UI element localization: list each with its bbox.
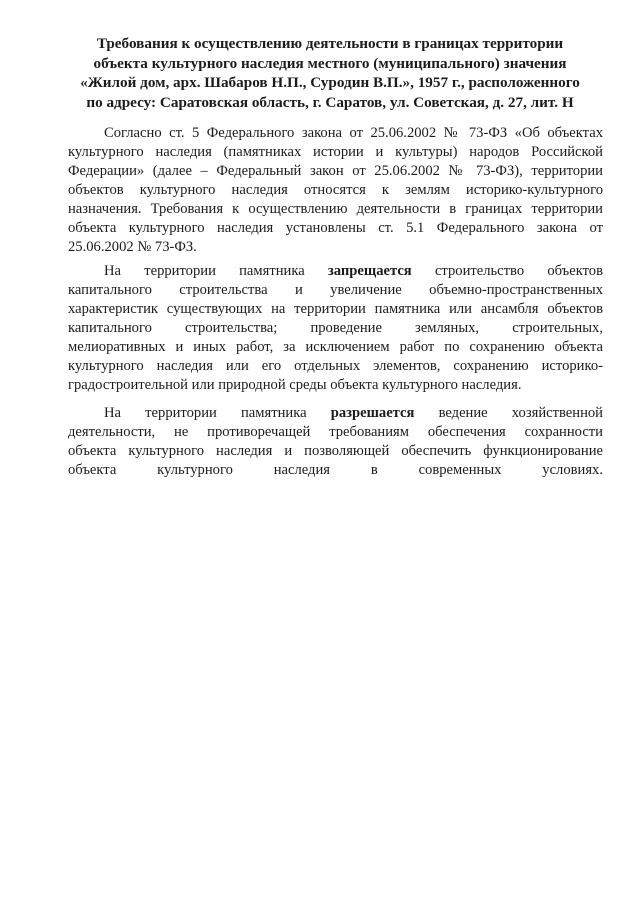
- paragraph-lead-rest: строительство объектов: [434, 263, 603, 279]
- paragraph-line: культурного наследия (памятниках истории и культуры) народов Российской: [68, 144, 603, 160]
- document-title: [60, 34, 600, 112]
- paragraph-line: капитального строительства и увеличение объемно-пространственных: [68, 282, 603, 298]
- title-line: объекта культурного наследия местного (муниципального) значения: [93, 54, 567, 72]
- title-line: Требования к осуществлению деятельности в границах территории: [96, 35, 564, 52]
- paragraph-line: объектов культурного наследия относятся к землям историко-культурного: [68, 182, 603, 198]
- permitted-emphasis: разрешается: [330, 405, 415, 421]
- paragraph-line: деятельности, не противоречащей требованиям обеспечения сохранности: [68, 424, 603, 440]
- paragraph-line: градостроительной или природной среды объекта культурного наследия.: [68, 377, 522, 393]
- paragraph-lead: На территории памятника: [104, 263, 305, 279]
- paragraph-line: мелиоративных и иных работ, за исключением работ по сохранению объекта: [68, 339, 603, 355]
- paragraph-line: характеристик существующих на территории памятника или ансамбля объектов: [68, 301, 603, 317]
- paragraph-first-line: [68, 404, 603, 423]
- paragraph-lead: На территории памятника: [104, 405, 307, 421]
- paragraph-line: 25.06.2002 № 73-ФЗ.: [68, 239, 197, 255]
- paragraph-lead-rest: ведение хозяйственной: [438, 405, 603, 421]
- prohibited-emphasis: запрещается: [327, 263, 412, 279]
- paragraph-line: культурного наследия или его отдельных элементов, сохранению историко-: [68, 358, 603, 374]
- paragraph-line: назначения. Требования к осуществлению деятельности в границах территории: [68, 201, 603, 217]
- paragraph-permitted: [68, 404, 603, 480]
- paragraph-legal-basis: [68, 124, 603, 257]
- paragraph-line: капитального строительства; проведение земляных, строительных,: [68, 320, 603, 336]
- title-line: «Жилой дом, арх. Шабаров Н.П., Суродин В.П.», 1957 г., расположенного: [80, 74, 580, 91]
- paragraph-line: объекта культурного наследия установлены ст. 5.1 Федерального закона от: [68, 220, 603, 236]
- paragraph-first-line: [68, 262, 603, 281]
- paragraph-line: Федерации» (далее – Федеральный закон от 25.06.2002 № 73-ФЗ), территории: [68, 163, 603, 179]
- paragraph-prohibited: [68, 262, 603, 395]
- paragraph-line: Согласно ст. 5 Федерального закона от 25.06.2002 № 73-ФЗ «Об объектах: [104, 125, 603, 141]
- paragraph-line: объекта культурного наследия и позволяющей обеспечить функционирование: [68, 443, 603, 459]
- paragraph-line: объекта культурного наследия в современных условиях.: [68, 462, 603, 478]
- title-line: по адресу: Саратовская область, г. Саратов, ул. Советская, д. 27, лит. Н: [86, 93, 574, 111]
